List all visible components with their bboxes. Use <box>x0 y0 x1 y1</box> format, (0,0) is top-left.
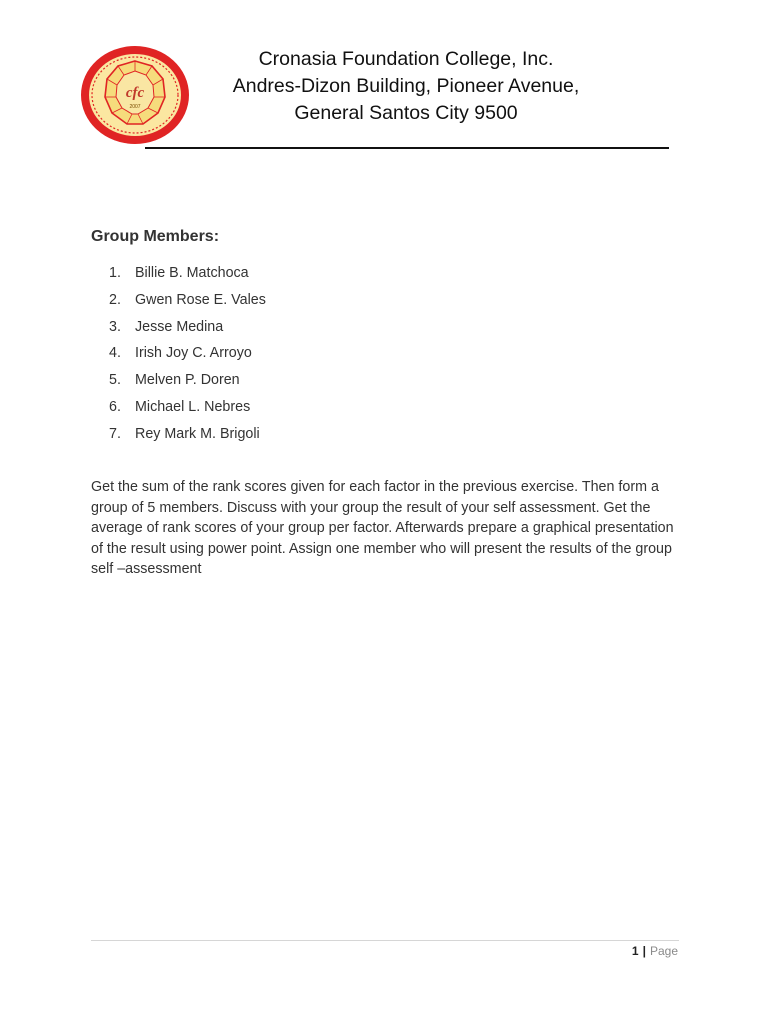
list-number: 6. <box>109 398 121 415</box>
college-city: General Santos City 9500 <box>294 102 518 124</box>
college-name: Cronasia Foundation College, Inc. <box>258 48 554 70</box>
list-number: 3. <box>109 318 121 335</box>
list-item <box>109 424 266 451</box>
list-number: 7. <box>109 425 121 442</box>
member-name: Michael L. Nebres <box>135 398 251 415</box>
list-item <box>109 343 266 370</box>
list-number: 5. <box>109 372 121 389</box>
page-label: Page <box>649 944 678 958</box>
list-item <box>109 263 266 290</box>
logo-text: cfc <box>125 85 145 101</box>
list-item <box>109 290 266 317</box>
member-name: Billie B. Matchoca <box>135 265 249 281</box>
footer-divider <box>91 940 679 941</box>
header-divider <box>145 147 669 149</box>
member-name: Gwen Rose E. Vales <box>135 291 266 308</box>
page-separator: | <box>642 944 646 958</box>
members-list <box>109 263 266 451</box>
instructions-paragraph: Get the sum of the rank scores given for each factor in the previous exercise. Then form a group of 5 members. Discuss with your group the result of your self assessment. Get the average of rank scores of your group per factor. Afterwards prepare a graphical presentation of the result using power point. Assign one member who will present the results of the group self –assessment <box>91 479 674 578</box>
list-number: 2. <box>109 291 121 308</box>
list-item <box>109 370 266 397</box>
logo-year: 2007 <box>129 104 141 110</box>
page-number-value: 1 <box>631 944 639 958</box>
member-name: Melven P. Doren <box>135 372 240 389</box>
member-name: Irish Joy C. Arroyo <box>135 345 252 362</box>
college-header <box>206 46 606 127</box>
member-name: Jesse Medina <box>135 318 224 335</box>
member-name: Rey Mark M. Brigoli <box>135 425 260 442</box>
page-number <box>632 944 678 958</box>
list-item <box>109 317 266 344</box>
list-number: 4. <box>109 345 121 362</box>
college-logo <box>80 45 190 145</box>
list-item <box>109 397 266 424</box>
college-address: Andres-Dizon Building, Pioneer Avenue, <box>232 75 580 97</box>
list-number: 1. <box>109 265 121 281</box>
group-members-heading: Group Members: <box>91 228 220 245</box>
